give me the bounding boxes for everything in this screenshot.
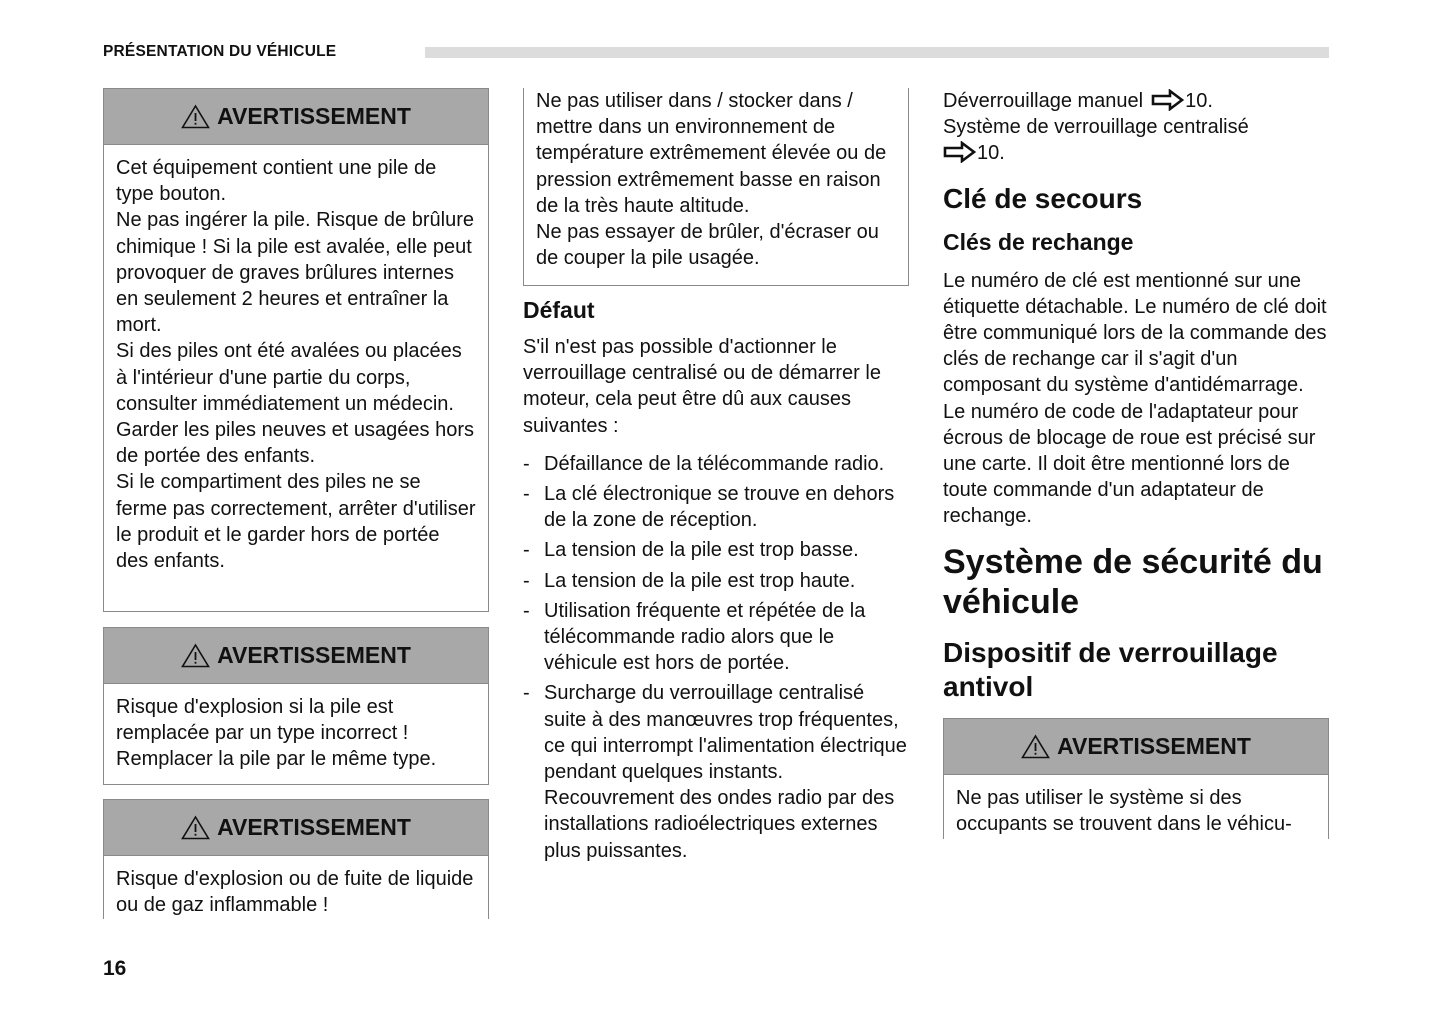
warning-header: [944, 719, 1328, 775]
warning-header: [104, 628, 488, 684]
warning-body: [104, 145, 488, 586]
warning-body: [104, 684, 488, 785]
warning-paragraph: Risque d'explosion si la pile est remplacée par un type incorrect ! Remplacer la pile par le même type.: [116, 696, 437, 771]
cross-reference-text: Système de verrouillage centralisé: [943, 116, 1249, 139]
list-item-text: La clé électronique se trouve en dehors de la zone de réception.: [544, 483, 895, 532]
subheading-cles-de-rechange: Clés de rechange: [943, 228, 1134, 255]
body-paragraph: Le numéro de clé est mentionné sur une étiquette détachable. Le numéro de clé doit être communiqué lors de la commande des clés de rechange car il s'agit d'un composant du système d'antidémarrage.: [943, 269, 1327, 397]
warning-title: AVERTISSEMENT: [217, 642, 411, 669]
page-reference-arrow-icon: [1151, 89, 1185, 111]
dash-marker: -: [523, 539, 530, 562]
list-item-text: Utilisation fréquente et répétée de la télécommande radio alors que le véhicule est hors de portée.: [544, 599, 866, 675]
warning-box-3: [103, 799, 489, 919]
warning-box-1: [103, 88, 489, 612]
list-item-text: Défaillance de la télécommande radio.: [544, 452, 885, 475]
dash-marker: -: [523, 569, 530, 592]
warning-body: [524, 88, 908, 283]
dash-marker: -: [523, 599, 530, 622]
dash-marker: -: [523, 452, 530, 475]
warning-paragraph: Cet équipement contient une pile de type bouton.: [116, 157, 437, 206]
column-3: [943, 88, 1329, 839]
warning-triangle-icon: [181, 643, 210, 668]
warning-triangle-icon: [181, 104, 210, 129]
list-item: [523, 568, 909, 594]
section-heading-cle-de-secours: Clé de secours: [943, 182, 1143, 214]
column-2: [523, 88, 909, 868]
warning-header: [104, 800, 488, 856]
warning-paragraph: Risque d'explosion ou de fuite de liquide ou de gaz inflammable !: [116, 868, 474, 917]
list-item: [523, 598, 909, 677]
warning-box-continued: [523, 88, 909, 286]
list-item: [523, 481, 909, 533]
section-heading-defaut: Défaut: [523, 297, 595, 323]
warning-header: [104, 89, 488, 145]
warning-paragraph: Ne pas utiliser le système si des occupants se trouvent dans le véhicu-: [956, 786, 1292, 835]
running-header: PRÉSENTATION DU VÉHICULE: [103, 43, 337, 60]
column-1: [103, 88, 489, 919]
cross-reference-page: 10.: [977, 142, 1005, 165]
dash-marker: -: [523, 483, 530, 506]
warning-paragraph: Si le compartiment des piles ne se ferme pas correctement, arrêter d'utiliser le produit et le garder hors de portée des enfants.: [116, 471, 476, 573]
causes-list: [523, 451, 909, 864]
warning-paragraph: Ne pas utiliser dans / stocker dans / mettre dans un environnement de température extrêmement élevée ou de pression extrêmement basse en raison de la très haute altitude.: [536, 90, 887, 217]
list-item: [523, 537, 909, 563]
warning-title: AVERTISSEMENT: [217, 814, 411, 841]
cross-reference-text: Déverrouillage manuel: [943, 90, 1144, 112]
warning-body: [944, 775, 1328, 849]
warning-title: AVERTISSEMENT: [217, 103, 411, 130]
warning-box-4: [943, 718, 1329, 839]
warning-paragraph: Garder les piles neuves et usagées hors de portée des enfants.: [116, 419, 474, 468]
list-item: [523, 451, 909, 477]
warning-box-2: [103, 627, 489, 785]
cross-reference-page: 10.: [1185, 90, 1213, 112]
list-item-text: La tension de la pile est trop basse.: [544, 539, 859, 562]
cross-reference[interactable]: [943, 88, 1329, 114]
warning-body: [104, 856, 488, 930]
subheading-dispositif-antivol: Dispositif de verrouillage antivol: [943, 636, 1278, 702]
cross-reference[interactable]: [943, 114, 1329, 166]
warning-triangle-icon: [181, 815, 210, 840]
list-item: [523, 680, 909, 863]
header-rule: [425, 47, 1329, 58]
list-item-text: La tension de la pile est trop haute.: [544, 569, 856, 592]
warning-paragraph: Ne pas ingérer la pile. Risque de brûlure chimique ! Si la pile est avalée, elle peut provoquer de graves brûlures internes en seulement 2 heures et entraîner la mort.: [116, 209, 474, 337]
warning-triangle-icon: [1021, 734, 1050, 759]
warning-title: AVERTISSEMENT: [1057, 733, 1251, 760]
page-reference-arrow-icon: [943, 141, 977, 163]
intro-paragraph: S'il n'est pas possible d'actionner le verrouillage centralisé ou de démarrer le moteur, cela peut être dû aux causes suivantes :: [523, 336, 881, 437]
section-heading-systeme-securite: Système de sécurité du véhicule: [943, 542, 1323, 621]
warning-paragraph: Si des piles ont été avalées ou placées à l'intérieur d'une partie du corps, consulter immédiatement un médecin.: [116, 340, 462, 415]
warning-paragraph: Ne pas essayer de brûler, d'écraser ou de couper la pile usagée.: [536, 221, 879, 270]
page-number: 16: [103, 957, 127, 980]
dash-marker: -: [523, 682, 530, 705]
list-item-text: Surcharge du verrouillage centralisé suite à des manœuvres trop fréquentes, ce qui interrompt l'alimentation électrique pendant quelques instants. Recouvrement des ondes radio par des installations radioélectriques externes plus puissantes.: [544, 682, 907, 862]
body-paragraph: Le numéro de code de l'adaptateur pour écrous de blocage de roue est précisé sur une carte. Il doit être mentionné lors de toute commande d'un adaptateur de rechange.: [943, 400, 1316, 528]
